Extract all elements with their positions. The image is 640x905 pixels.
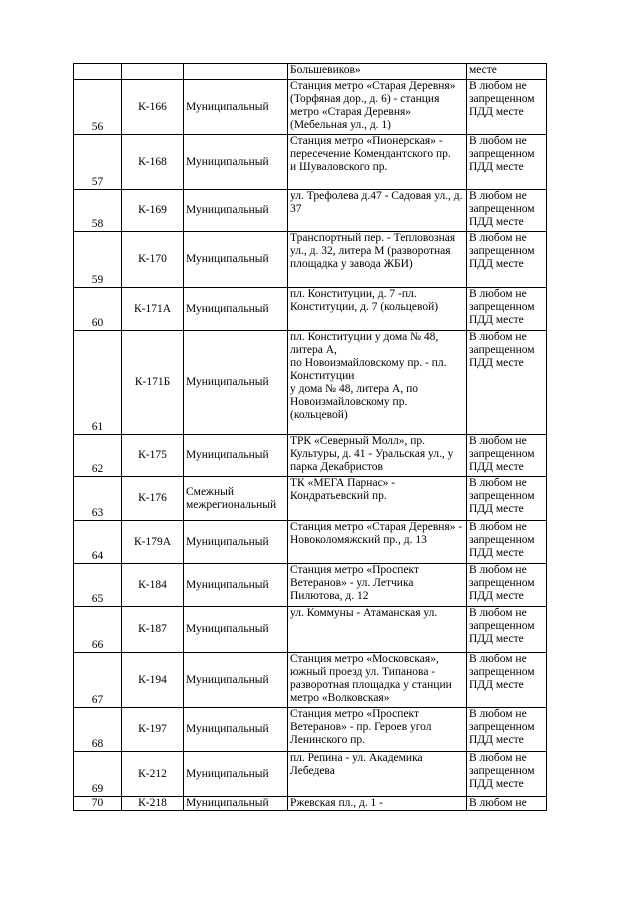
route-code [122,64,184,80]
stop-rule: В любом не запрещенном ПДД месте [467,331,547,435]
route-endpoints: ТРК «Северный Молл», пр. Культуры, д. 41 - Уральская ул., у парка Декабристов [288,435,467,477]
route-endpoints: ул. Коммуны - Атаманская ул. [288,607,467,653]
route-code: К-197 [122,708,184,752]
table-row [74,477,547,521]
route-type [184,64,288,80]
row-number: 57 [74,135,122,190]
route-code: К-170 [122,232,184,288]
route-type: Муниципальный [184,80,288,135]
route-endpoints: ул. Трефолева д.47 - Садовая ул., д. 37 [288,190,467,232]
table-row [74,190,547,232]
route-endpoints: Станция метро «Проспект Ветеранов» - пр. Героев угол Ленинского пр. [288,708,467,752]
route-endpoints: Большевиков» [288,64,467,80]
routes-table [73,63,547,811]
row-number: 59 [74,232,122,288]
table-row [74,521,547,564]
route-type: Муниципальный [184,797,288,811]
stop-rule: В любом не запрещенном ПДД месте [467,477,547,521]
route-code: К-194 [122,653,184,708]
stop-rule: В любом не запрещенном ПДД месте [467,564,547,607]
route-endpoints: Станция метро «Пионерская» - пересечение Комендантского пр. и Шуваловского пр. [288,135,467,190]
route-code: К-212 [122,752,184,797]
stop-rule: В любом не запрещенном ПДД месте [467,607,547,653]
stop-rule: В любом не запрещенном ПДД месте [467,80,547,135]
table-row [74,797,547,811]
route-endpoints: пл. Репина - ул. Академика Лебедева [288,752,467,797]
table-row [74,135,547,190]
route-code: К-179А [122,521,184,564]
route-type: Муниципальный [184,435,288,477]
route-type: Муниципальный [184,288,288,331]
row-number: 67 [74,653,122,708]
row-number: 56 [74,80,122,135]
route-code: К-175 [122,435,184,477]
row-number: 60 [74,288,122,331]
row-number: 69 [74,752,122,797]
routes-table-body [74,64,547,811]
table-row [74,564,547,607]
stop-rule: В любом не запрещенном ПДД месте [467,708,547,752]
route-type: Муниципальный [184,752,288,797]
route-endpoints: Станция метро «Старая Деревня» - Новоколомяжский пр., д. 13 [288,521,467,564]
route-type: Муниципальный [184,190,288,232]
row-number: 62 [74,435,122,477]
row-number: 64 [74,521,122,564]
route-endpoints: Транспортный пер. - Тепловозная ул., д. 32, литера М (разворотная площадка у завода ЖБИ) [288,232,467,288]
route-endpoints: ТК «МЕГА Парнас» - Кондратьевский пр. [288,477,467,521]
table-row [74,331,547,435]
route-type: Муниципальный [184,331,288,435]
stop-rule: В любом не запрещенном ПДД месте [467,752,547,797]
stop-rule: В любом не запрещенном ПДД месте [467,435,547,477]
row-number: 61 [74,331,122,435]
route-code: К-171А [122,288,184,331]
route-code: К-218 [122,797,184,811]
route-endpoints: Ржевская пл., д. 1 - [288,797,467,811]
row-number: 63 [74,477,122,521]
table-row [74,64,547,80]
table-row [74,653,547,708]
route-type: Муниципальный [184,232,288,288]
route-type: Муниципальный [184,521,288,564]
row-number: 70 [74,797,122,811]
route-type: Муниципальный [184,653,288,708]
route-code: К-184 [122,564,184,607]
route-type: Муниципальный [184,607,288,653]
row-number [74,64,122,80]
route-code: К-166 [122,80,184,135]
route-code: К-168 [122,135,184,190]
table-row [74,752,547,797]
stop-rule: В любом не запрещенном ПДД месте [467,653,547,708]
row-number: 68 [74,708,122,752]
route-type: Муниципальный [184,708,288,752]
route-endpoints: пл. Конституции, д. 7 -пл. Конституции, д. 7 (кольцевой) [288,288,467,331]
route-code: К-176 [122,477,184,521]
route-endpoints: Станция метро «Проспект Ветеранов» - ул. Летчика Пилютова, д. 12 [288,564,467,607]
route-code: К-169 [122,190,184,232]
row-number: 58 [74,190,122,232]
route-type: Смежный межрегиональный [184,477,288,521]
stop-rule: месте [467,64,547,80]
stop-rule: В любом не запрещенном ПДД месте [467,521,547,564]
stop-rule: В любом не запрещенном ПДД месте [467,190,547,232]
route-type: Муниципальный [184,564,288,607]
route-code: К-187 [122,607,184,653]
stop-rule: В любом не запрещенном ПДД месте [467,288,547,331]
row-number: 65 [74,564,122,607]
row-number: 66 [74,607,122,653]
stop-rule: В любом не запрещенном ПДД месте [467,135,547,190]
table-row [74,232,547,288]
stop-rule: В любом не запрещенном ПДД месте [467,232,547,288]
route-code: К-171Б [122,331,184,435]
stop-rule: В любом не [467,797,547,811]
route-type: Муниципальный [184,135,288,190]
table-row [74,435,547,477]
route-endpoints: Станция метро «Старая Деревня» (Торфяная дор., д. 6) - станция метро «Старая Деревня» (Мебельная ул., д. 1) [288,80,467,135]
table-row [74,80,547,135]
table-row [74,288,547,331]
route-endpoints: пл. Конституции у дома № 48, литера А, по Новоизмайловскому пр. - пл. Конституции у дома № 48, литера А, по Новоизмайловскому пр. (кольцевой) [288,331,467,435]
route-endpoints: Станция метро «Московская», южный проезд ул. Типанова - разворотная площадка у станции метро «Волковская» [288,653,467,708]
table-row [74,607,547,653]
table-row [74,708,547,752]
